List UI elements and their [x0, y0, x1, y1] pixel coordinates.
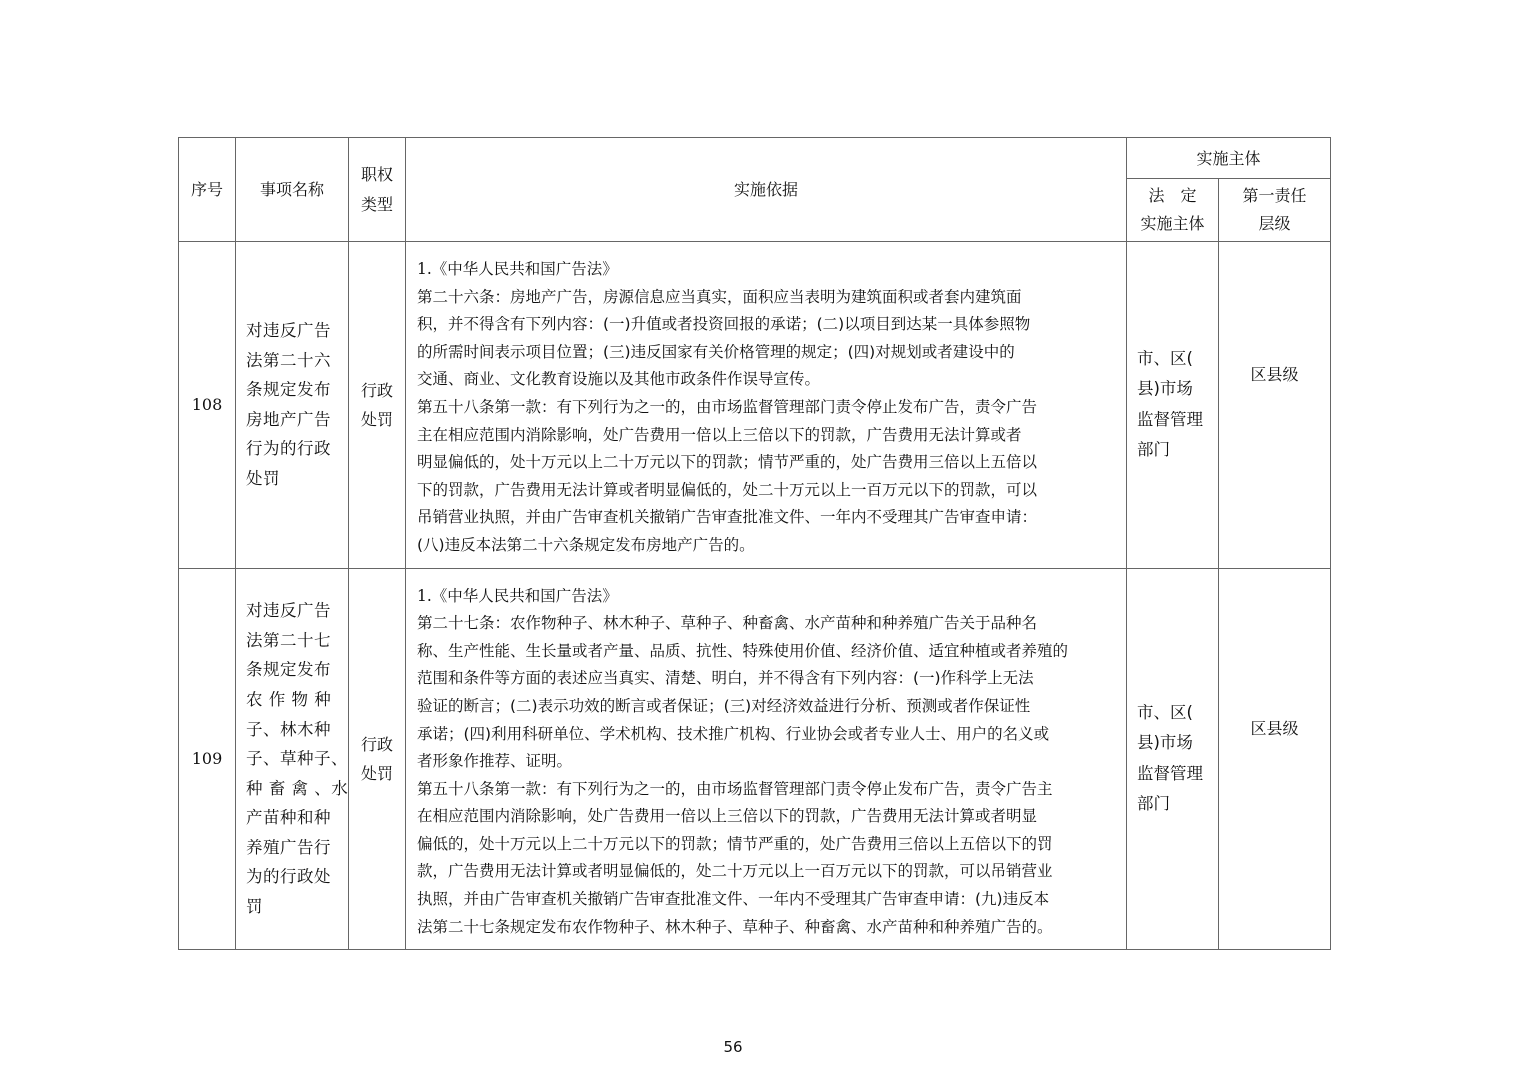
basis-line: 执照，并由广告审查机关撤销广告审查批准文件、一年内不受理其广告审查申请：(九)违反本	[417, 890, 1050, 909]
header-legal-subject-line: 法 定	[1148, 186, 1197, 205]
name-line: 养殖广告行	[246, 837, 331, 857]
basis-line: 范围和条件等方面的表述应当真实、清楚、明白，并不得含有下列内容：(一)作科学上无法	[417, 669, 1034, 688]
name-line: 条规定发布	[246, 380, 331, 400]
header-power-type-line: 职权	[360, 164, 393, 184]
header-first-responsibility-line: 层级	[1258, 214, 1291, 233]
basis-line: 1.《中华人民共和国广告法》	[417, 260, 618, 278]
type-line: 处罚	[360, 763, 393, 783]
level-text: 区县级	[1250, 364, 1299, 384]
name-line: 产苗种和种	[246, 808, 331, 828]
row-power-type	[349, 568, 406, 950]
name-line: 处罚	[246, 468, 280, 488]
name-line: 种 畜 禽 、水	[246, 778, 349, 798]
row-first-responsibility	[1219, 242, 1331, 569]
basis-line: 吊销营业执照，并由广告审查机关撤销广告审查批准文件、一年内不受理其广告审查申请：	[417, 508, 1038, 527]
row-item-name	[236, 242, 349, 569]
basis-line: 的所需时间表示项目位置；(三)违反国家有关价格管理的规定；(四)对规划或者建设中的	[417, 342, 1015, 361]
level-text: 区县级	[1250, 718, 1299, 738]
name-line: 法第二十七	[246, 630, 331, 650]
row-seq: 108	[179, 242, 236, 569]
row-first-responsibility	[1219, 568, 1331, 950]
name-line: 农 作 物 种	[246, 689, 332, 709]
row-seq: 109	[179, 568, 236, 950]
type-line: 行政	[360, 734, 393, 754]
basis-line: 偏低的，处十万元以上二十万元以下的罚款；情节严重的，处广告费用三倍以上五倍以下的罚	[417, 834, 1053, 853]
basis-line: 第五十八条第一款：有下列行为之一的，由市场监督管理部门责令停止发布广告，责令广告	[417, 397, 1038, 416]
basis-line: 承诺；(四)利用科研单位、学术机构、技术推广机构、行业协会或者专业人士、用户的名义或	[417, 724, 1050, 743]
impl-line: 监督管理	[1137, 409, 1203, 429]
impl-line: 部门	[1137, 440, 1170, 460]
table-row-108	[179, 242, 1331, 569]
basis-line: 在相应范围内消除影响，处广告费用一倍以上三倍以下的罚款，广告费用无法计算或者明显	[417, 807, 1038, 826]
basis-line: 明显偏低的，处十万元以上二十万元以下的罚款；情节严重的，处广告费用三倍以上五倍以	[417, 453, 1038, 472]
name-line: 子、林木种	[246, 719, 331, 739]
basis-line: 下的罚款，广告费用无法计算或者明显偏低的，处二十万元以上一百万元以下的罚款，可以	[417, 480, 1038, 499]
name-line: 条规定发布	[246, 660, 331, 680]
header-seq: 序号	[179, 138, 236, 242]
row-basis	[406, 242, 1127, 569]
basis-line: 交通、商业、文化教育设施以及其他市政条件作误导宣传。	[417, 370, 821, 389]
header-first-responsibility-line: 第一责任	[1242, 186, 1307, 205]
impl-line: 县)市场	[1137, 733, 1193, 753]
header-legal-subject-line: 实施主体	[1140, 214, 1205, 233]
header-first-responsibility	[1219, 179, 1331, 242]
row-legal-subject	[1127, 568, 1219, 950]
name-line: 对违反广告	[246, 601, 331, 621]
name-line: 对违反广告	[246, 320, 331, 340]
impl-line: 县)市场	[1137, 379, 1193, 399]
basis-line: 款，广告费用无法计算或者明显偏低的，处二十万元以上一百万元以下的罚款，可以吊销营业	[417, 862, 1053, 881]
impl-line: 市、区(	[1137, 348, 1193, 368]
type-line: 行政	[360, 380, 393, 400]
header-item-name: 事项名称	[236, 138, 349, 242]
impl-line: 监督管理	[1137, 763, 1203, 783]
name-line: 房地产广告	[246, 409, 331, 429]
enforcement-items-table	[178, 137, 1331, 950]
impl-line: 部门	[1137, 794, 1170, 814]
basis-line: 第五十八条第一款：有下列行为之一的，由市场监督管理部门责令停止发布广告，责令广告主	[417, 779, 1053, 798]
basis-line: 者形象作推荐、证明。	[417, 752, 573, 771]
basis-line: 第二十六条：房地产广告，房源信息应当真实，面积应当表明为建筑面积或者套内建筑面	[417, 287, 1022, 306]
basis-line: 主在相应范围内消除影响，处广告费用一倍以上三倍以下的罚款，广告费用无法计算或者	[417, 425, 1022, 444]
row-basis	[406, 568, 1127, 950]
page-number: 56	[723, 1038, 743, 1056]
name-line: 法第二十六	[246, 350, 331, 370]
basis-line: 验证的断言；(二)表示功效的断言或者保证；(三)对经济效益进行分析、预测或者作保证性	[417, 696, 1031, 715]
basis-line: (八)违反本法第二十六条规定发布房地产广告的。	[417, 535, 755, 554]
name-line: 为的行政处	[246, 867, 331, 887]
name-line: 罚	[246, 897, 263, 917]
basis-line: 积，并不得含有下列内容：(一)升值或者投资回报的承诺；(二)以项目到达某一具体参照物	[417, 315, 1031, 334]
name-line: 行为的行政	[246, 439, 331, 459]
impl-line: 市、区(	[1137, 702, 1193, 722]
basis-line: 1.《中华人民共和国广告法》	[417, 586, 618, 605]
table-row-109	[179, 568, 1331, 950]
basis-line: 法第二十七条规定发布农作物种子、林木种子、草种子、种畜禽、水产苗种和种养殖广告的。	[417, 917, 1053, 936]
row-legal-subject	[1127, 242, 1219, 569]
type-line: 处罚	[360, 409, 393, 429]
name-line: 子、草种子、	[246, 749, 348, 769]
header-subject-group: 实施主体	[1127, 138, 1331, 179]
header-power-type-line: 类型	[360, 194, 393, 214]
header-power-type	[349, 138, 406, 242]
row-power-type	[349, 242, 406, 569]
header-legal-subject	[1127, 179, 1219, 242]
basis-line: 第二十七条：农作物种子、林木种子、草种子、种畜禽、水产苗种和种养殖广告关于品种名	[417, 614, 1038, 633]
header-basis: 实施依据	[406, 138, 1127, 242]
header-row-main	[179, 138, 1331, 179]
basis-line: 称、生产性能、生长量或者产量、品质、抗性、特殊使用价值、经济价值、适宜种植或者养殖的	[417, 641, 1069, 660]
row-item-name	[236, 568, 349, 950]
